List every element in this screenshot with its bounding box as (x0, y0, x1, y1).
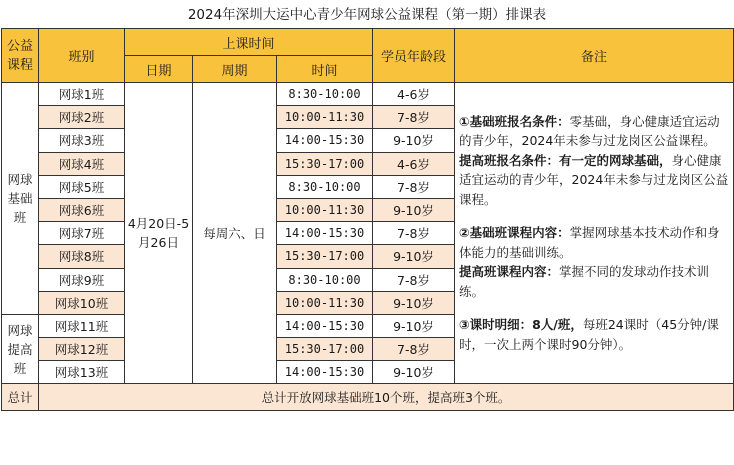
header-time: 时间 (277, 56, 373, 83)
class-name: 网球11班 (39, 314, 125, 337)
header-schedule: 上课时间 (125, 29, 373, 56)
group-advanced (2, 314, 39, 384)
class-time: 14:00-15:30 (277, 222, 373, 245)
group-basic-line3: 班 (13, 209, 27, 225)
class-name: 网球13班 (39, 361, 125, 384)
class-time: 8:30-10:00 (277, 268, 373, 291)
notes-p3-text: 掌握网球基本技术动作和身体能力的基础训练。 (459, 225, 720, 260)
class-name: 网球5班 (39, 175, 125, 198)
page-title: 2024年深圳大运中心青少年网球公益课程（第一期）排课表 (187, 7, 547, 23)
class-age: 7-8岁 (373, 268, 455, 291)
week-days: 每周六、日 (193, 83, 277, 384)
class-age: 4-6岁 (373, 83, 455, 106)
class-age: 7-8岁 (373, 175, 455, 198)
date-range (125, 83, 193, 384)
header-notes: 备注 (455, 29, 734, 83)
notes-p4-bold: 提高班课程内容： (459, 264, 560, 280)
class-name: 网球8班 (39, 245, 125, 268)
class-time: 14:00-15:30 (277, 361, 373, 384)
notes-p4-text: 掌握不同的发球动作技术训练。 (459, 264, 710, 299)
header-age: 学员年龄段 (373, 29, 455, 83)
class-time: 10:00-11:30 (277, 198, 373, 221)
class-time: 14:00-15:30 (277, 314, 373, 337)
class-name: 网球1班 (39, 83, 125, 106)
class-time: 15:30-17:00 (277, 245, 373, 268)
header-week: 周期 (193, 56, 277, 83)
class-time: 10:00-11:30 (277, 106, 373, 129)
notes-p5-text: 每班24课时（45分钟/课时，一次上两个课时90分钟）。 (459, 317, 719, 352)
class-name: 网球12班 (39, 338, 125, 361)
notes-paragraph-5 (459, 315, 729, 354)
class-time: 15:30-17:00 (277, 338, 373, 361)
notes-paragraph-2 (459, 151, 729, 210)
class-time: 8:30-10:00 (277, 175, 373, 198)
class-age: 7-8岁 (373, 222, 455, 245)
date-range-line1: 4月20日-5 (127, 216, 190, 232)
notes-cell (455, 83, 734, 384)
class-name: 网球10班 (39, 291, 125, 314)
group-advanced-line1: 网球 (7, 322, 33, 338)
date-range-line2: 月26日 (138, 235, 179, 251)
class-name: 网球7班 (39, 222, 125, 245)
class-age: 9-10岁 (373, 291, 455, 314)
class-age: 7-8岁 (373, 106, 455, 129)
notes-p5-bold: ③课时明细：8人/班， (459, 317, 583, 333)
class-age: 9-10岁 (373, 129, 455, 152)
class-time: 10:00-11:30 (277, 291, 373, 314)
class-time: 15:30-17:00 (277, 152, 373, 175)
class-age: 7-8岁 (373, 338, 455, 361)
group-advanced-line2: 提高 (7, 341, 33, 357)
group-advanced-line3: 班 (13, 360, 27, 376)
header-category-line2: 课程 (6, 57, 33, 73)
notes-paragraph-3 (459, 223, 729, 262)
group-basic (2, 83, 39, 315)
notes-p3-bold: ②基础班课程内容： (459, 225, 570, 241)
class-age: 4-6岁 (373, 152, 455, 175)
header-category-line1: 公益 (6, 38, 33, 54)
class-time: 14:00-15:30 (277, 129, 373, 152)
class-age: 9-10岁 (373, 245, 455, 268)
notes-p1-text: 零基础，身心健康适宜运动的青少年，2024年未参与过龙岗区公益课程。 (459, 113, 720, 149)
notes-paragraph-1 (459, 112, 729, 151)
notes-p1-bold: ①基础班报名条件： (459, 113, 570, 129)
class-name: 网球6班 (39, 198, 125, 221)
class-age: 9-10岁 (373, 361, 455, 384)
class-name: 网球3班 (39, 129, 125, 152)
class-time: 8:30-10:00 (277, 83, 373, 106)
notes-p2-bold: 提高班报名条件：有一定的网球基础， (459, 152, 672, 168)
class-age: 9-10岁 (373, 314, 455, 337)
group-basic-line2: 基础 (7, 190, 33, 206)
class-name: 网球2班 (39, 106, 125, 129)
header-category (2, 29, 39, 83)
notes-p2-text: 身心健康适宜运动的青少年，2024年未参与过龙岗区公益课程。 (459, 152, 729, 207)
total-label: 总计 (2, 384, 39, 411)
header-class: 班别 (39, 29, 125, 83)
class-age: 9-10岁 (373, 198, 455, 221)
header-date: 日期 (125, 56, 193, 83)
group-basic-line1: 网球 (7, 171, 33, 187)
notes-paragraph-4 (459, 262, 729, 301)
class-name: 网球4班 (39, 152, 125, 175)
class-name: 网球9班 (39, 268, 125, 291)
total-text: 总计开放网球基础班10个班，提高班3个班。 (39, 384, 734, 411)
schedule-table (1, 28, 734, 411)
